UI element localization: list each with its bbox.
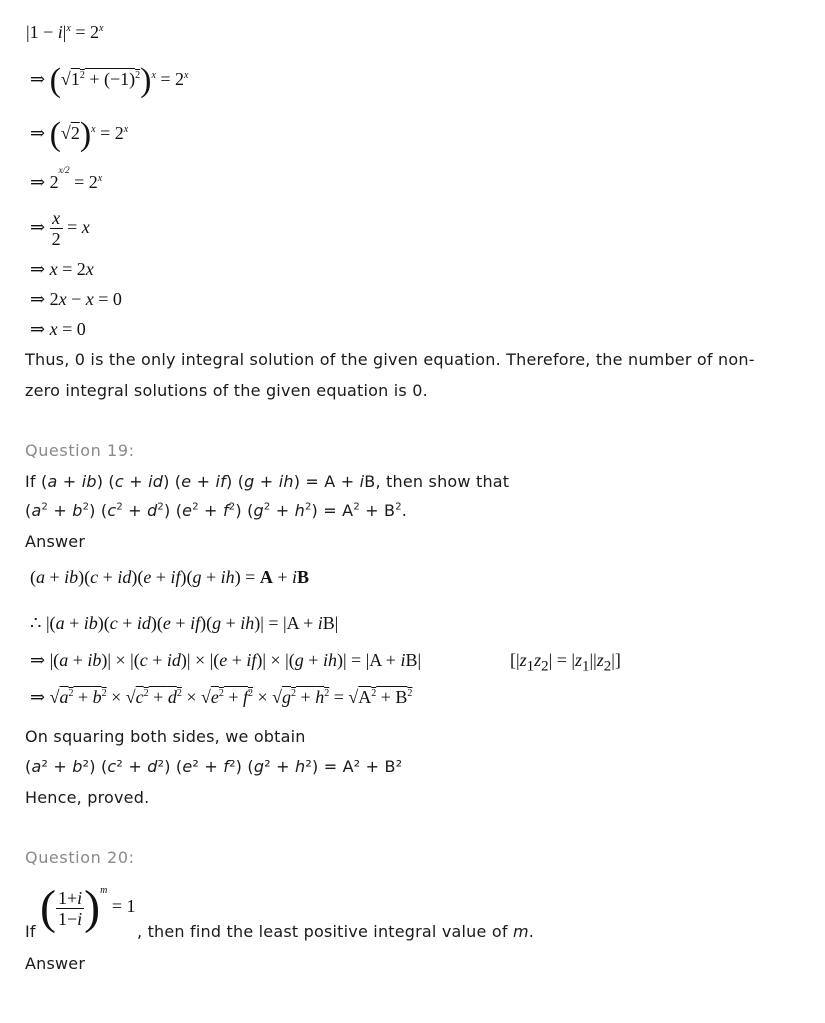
squared-result: (a² + b²) (c² + d²) (e² + f²) (g² + h²) = A² + B² xyxy=(25,757,403,776)
derivation-1-line-7: ⇒ 2x − x = 0 xyxy=(30,289,122,309)
derivation-1-line-2: ⇒ $(√1^2 + (-1)^2)^x = 2^x$ xyxy=(30,62,189,99)
question-19-derivation-line-3: ⇒ |(a + ib)| × |(c + id)| × |(e + if)| × |(g + ih)| = |A + iB| xyxy=(30,650,422,670)
question-20-if: If xyxy=(25,922,36,941)
derivation-1-line-5: ⇒ $\frac{x}{2}$ = x xyxy=(30,208,90,249)
conclusion-line-2: zero integral solutions of the given equation is 0. xyxy=(25,381,428,400)
question-19-statement-line-2: $(a^2 + b^2) (c^2 + d^2) (e^2 + f^2) (g^2 + h^2) = A^2 + B^2$. xyxy=(25,501,408,520)
squaring-statement: On squaring both sides, we obtain xyxy=(25,727,306,746)
variable-m: m xyxy=(512,922,529,941)
derivation-1-line-4: ⇒ $2^{x/2} = 2^x$ xyxy=(30,165,103,192)
question-19-answer-label: Answer xyxy=(25,532,86,551)
question-20-answer-label: Answer xyxy=(25,954,86,973)
question-19-statement-line-1: If (a + ib) (c + id) (e + if) (g + ih) = A + iB, then show that xyxy=(25,472,510,491)
question-19-derivation-line-1: (a + ib)(c + id)(e + if)(g + ih) = A + iB xyxy=(30,567,310,587)
question-20-heading: Question 20: xyxy=(25,848,135,867)
question-20-statement: , then find the least positive integral value of m. xyxy=(137,922,535,941)
derivation-1-line-6: ⇒ x = 2x xyxy=(30,259,94,279)
question-20-equation: ( $\frac{1+i}{1-i}$ )$^m$ = 1 xyxy=(40,881,136,934)
question-19-derivation-line-4: ⇒ $√a^2 + b^2 \times √c^2 + d^2 \times √e^2 + f^2 \times √g^2 + h^2 = √A^2 + B^2$ xyxy=(30,687,413,707)
conclusion-line-1: Thus, 0 is the only integral solution of the given equation. Therefore, the number of non- xyxy=(25,350,755,369)
question-19-derivation-line-2: ∴ |(a + ib)(c + id)(e + if)(g + ih)| = |A + iB| xyxy=(30,613,339,633)
question-19-heading: Question 19: xyxy=(25,441,135,460)
derivation-1-line-3: ⇒ $(√2)^x = 2^x$ xyxy=(30,116,129,153)
modulus-property-note: $[|z_1z_2| = |z_1||z_2|]$ xyxy=(510,650,621,675)
proof-conclusion: Hence, proved. xyxy=(25,788,150,807)
derivation-1-line-8: ⇒ x = 0 xyxy=(30,319,86,339)
derivation-1-line-1: $|1 - i|^x = 2^x$ xyxy=(26,22,104,42)
